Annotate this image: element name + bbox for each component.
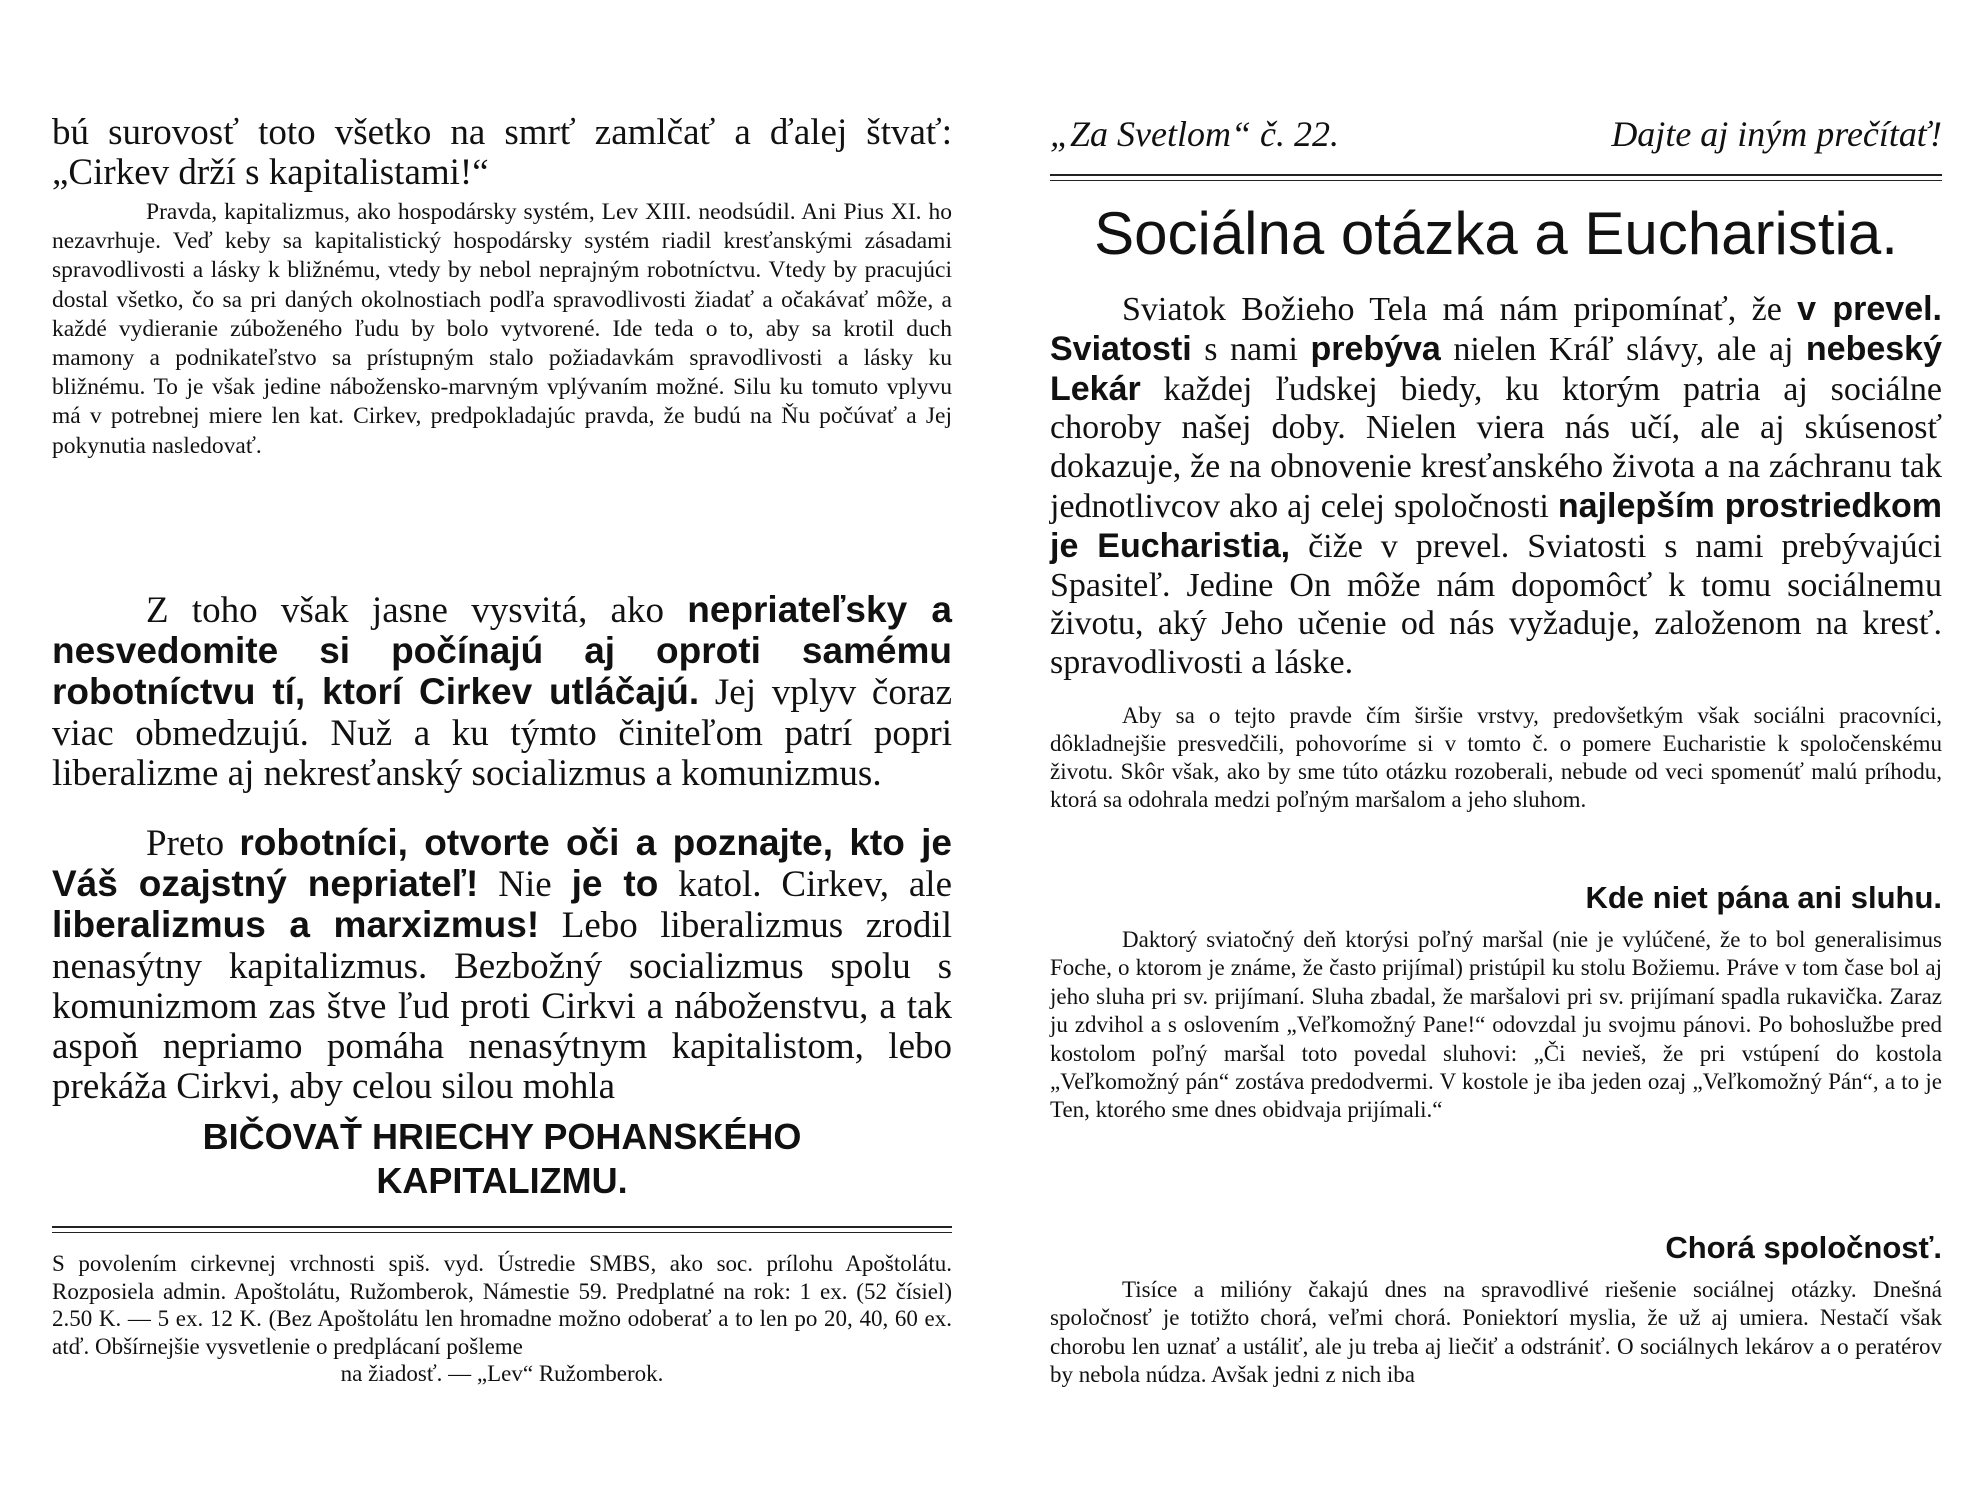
- small-paragraph-2: Daktorý sviatočný deň ktorýsi poľný maršal (nie je vylúčené, že to bol generalisimus Foche, o ktorom je známe, že často prijímal) pristúpil ku stolu Božiemu. Práve v tom čase bol aj jeho sluha pri sv. prijímaní. Sluha zbadal, že maršalovi pri sv. prijímaní spadla rukavička. Zaraz ju zdvihol a s oslovením „Veľkomožný Pane!“ odovzdal ju svojmu pánovi. Po bohoslužbe pred kostolom poľný maršal toto povedal sluhovi: „Či nevieš, že pri vstúpení do kostola „Veľkomožný pán“ zostáva predodvermi. V kostole je iba jeden ozaj „Veľkomožný Pán“, a to je Ten, ktorého sme dnes obidvaja prijímali.“: [1050, 927, 1942, 1123]
- text-run: Sviatok Božieho Tela má nám pripomínať, že: [1122, 291, 1798, 328]
- divider: [52, 1232, 952, 1233]
- text-run: každej ľudskej biedy, ku ktorým patria aj sociálne choroby našej doby. Nielen viera nás učí, ale aj skúsenosť dokazuje, že na obnovenie kresťanského života a na záchranu tak jednotlivcov ako aj celej spoločnosti: [1050, 370, 1942, 525]
- imprint-text: S povolením cirkevnej vrchnosti spiš. vyd. Ústredie SMBS, ako soc. prílohu Apoštolátu. Rozposiela admin. Apoštolátu, Ružomberok, Námestie 59. Predplatné na rok: 1 ex. (52 čísiel) 2.50 K. — 5 ex. 12 K. (Bez Apoštolátu len hromadne možno odoberať a to len po 20, 40, 60 ex. atď. Obšírnejšie vysvetlenie o predplácaní pošleme: [52, 1251, 952, 1359]
- bold-run: robotníci, otvorte oči a poznajte, kto je Váš ozajstný nepriateľ!: [52, 822, 952, 905]
- bold-run: najlepším prostriedkom je Eucharistia,: [1050, 486, 1943, 565]
- article-title: Sociálna otázka a Eucharistia.: [1094, 200, 1898, 267]
- small-paragraph-1: Aby sa o tejto pravde čím širšie vrstvy, predovšetkým však sociálni pracovníci, dôkladnejšie presvedčili, pohovoríme si v tomto č. o pomere Eucharistie k spoločenskému životu. Skôr však, ako by sme túto otázku rozoberali, nebude od veci spomenúť malú príhodu, ktorá sa odohrala medzi poľným maršalom a jeho sluhom.: [1050, 703, 1942, 812]
- bold-run: v prevel. Sviatosti: [1050, 290, 1942, 368]
- closing-heading-line-2: KAPITALIZMU.: [376, 1160, 628, 1201]
- left-big-paragraph-2: [52, 823, 952, 1107]
- running-header: [1050, 113, 1942, 159]
- text-run: Z toho však jasne vysvitá, ako: [146, 590, 688, 631]
- small-paragraph-3: Tisíce a milióny čakajú dnes na spravodlivé riešenie sociálnej otázky. Dnešná spoločnosť je totižto chorá, veľmi chorá. Poniektorí myslia, že už aj umiera. Nestačí však chorobu len uznať a ustáliť, ale ju treba aj liečiť a odstrániť. O sociálnych lekárov a o peratérov by nebola núdza. Avšak jedni z nich iba: [1050, 1277, 1942, 1388]
- text-run: nielen Kráľ slávy, ale aj: [1440, 330, 1806, 368]
- left-big-paragraph-1: [52, 590, 952, 794]
- text-run: katol. Cirkev, ale: [658, 864, 952, 906]
- divider: [1050, 180, 1942, 181]
- bold-run: nebeský Lekár: [1050, 329, 1942, 408]
- intro-paragraph: [1050, 290, 1942, 683]
- text-run: čiže v prevel. Sviatosti s nami prebývajúci Spasiteľ. Jedine On môže nám dopomôcť k tomu sociálnemu životu, aký Jeho učenie od nás vyžaduje, založenom na kresť. spravodlivosti a láske.: [1050, 527, 1943, 682]
- text-run: Preto: [146, 823, 240, 864]
- text-run: s nami: [1191, 330, 1311, 368]
- bold-run: nepriateľsky a nesvedomite si počínajú aj oproti samému robotníctvu tí, ktorí Cirkev utláčajú.: [52, 589, 953, 713]
- divider: [52, 1226, 952, 1228]
- subheading-1: Kde niet pána ani sluhu.: [1585, 880, 1942, 915]
- closing-heading: [52, 1115, 952, 1203]
- divider: [1050, 174, 1942, 176]
- header-slogan: Dajte aj iným prečítať!: [1611, 114, 1942, 154]
- subheading-2: Chorá spoločnosť.: [1665, 1230, 1942, 1265]
- imprint-last-line: na žiadosť. — „Lev“ Ružomberok.: [340, 1361, 664, 1387]
- left-small-paragraph: Pravda, kapitalizmus, ako hospodársky systém, Lev XIII. neodsúdil. Ani Pius XI. ho nezavrhuje. Veď keby sa kapitalistický hospodársky systém riadil kresťanskými zásadami spravodlivosti a lásky k bližnému, vtedy by nebol neprajným robotníctvu. Vtedy by pracujúci dostal všetko, čo sa pri daných okolnostiach podľa spravodlivosti žiadať a očakávať môže, a každé vydieranie zúboženého ľudu by bolo vytvorené. Ide teda o to, aby sa krotil duch mamony a podnikateľstvo sa prístupným stalo požiadavkám spravodlivosti a lásky ku bližnému. To je však jedine nábožensko-marvným vplývaním možné. Silu ku tomuto vplyvu má v potrebnej miere len kat. Cirkev, predpokladajúc pravda, že budú na Ňu počúvať a Jej pokynutia nasledovať.: [52, 199, 952, 459]
- text-run: Nie: [478, 864, 572, 906]
- bold-run: liberalizmus a marxizmus!: [52, 904, 540, 946]
- text-run: Jej vplyv čoraz viac obmedzujú. Nuž a ku týmto činiteľom patrí popri liberalizme aj nekresťanský socializmus a komunizmus.: [52, 672, 952, 794]
- left-top-paragraph: bú surovosť toto všetko na smrť zamlčať a ďalej štvať: „Cirkev drží s kapitalistami!“: [52, 112, 952, 193]
- imprint: [52, 1250, 952, 1388]
- text-run: Lebo liberalizmus zrodil nenasýtny kapitalizmus. Bezbožný socializmus spolu s komunizmom zas štve ľud proti Cirkvi a náboženstvu, a tak aspoň nepriamo pomáha nenasýtnym kapitalistom, lebo prekáža Cirkvi, aby celou silou mohla: [52, 905, 952, 1108]
- issue-label: „Za Svetlom“ č. 22.: [1050, 114, 1340, 154]
- bold-run: je to: [571, 863, 659, 905]
- closing-heading-line-1: BIČOVAŤ HRIECHY POHANSKÉHO: [202, 1116, 802, 1157]
- bold-run: prebýva: [1310, 329, 1441, 368]
